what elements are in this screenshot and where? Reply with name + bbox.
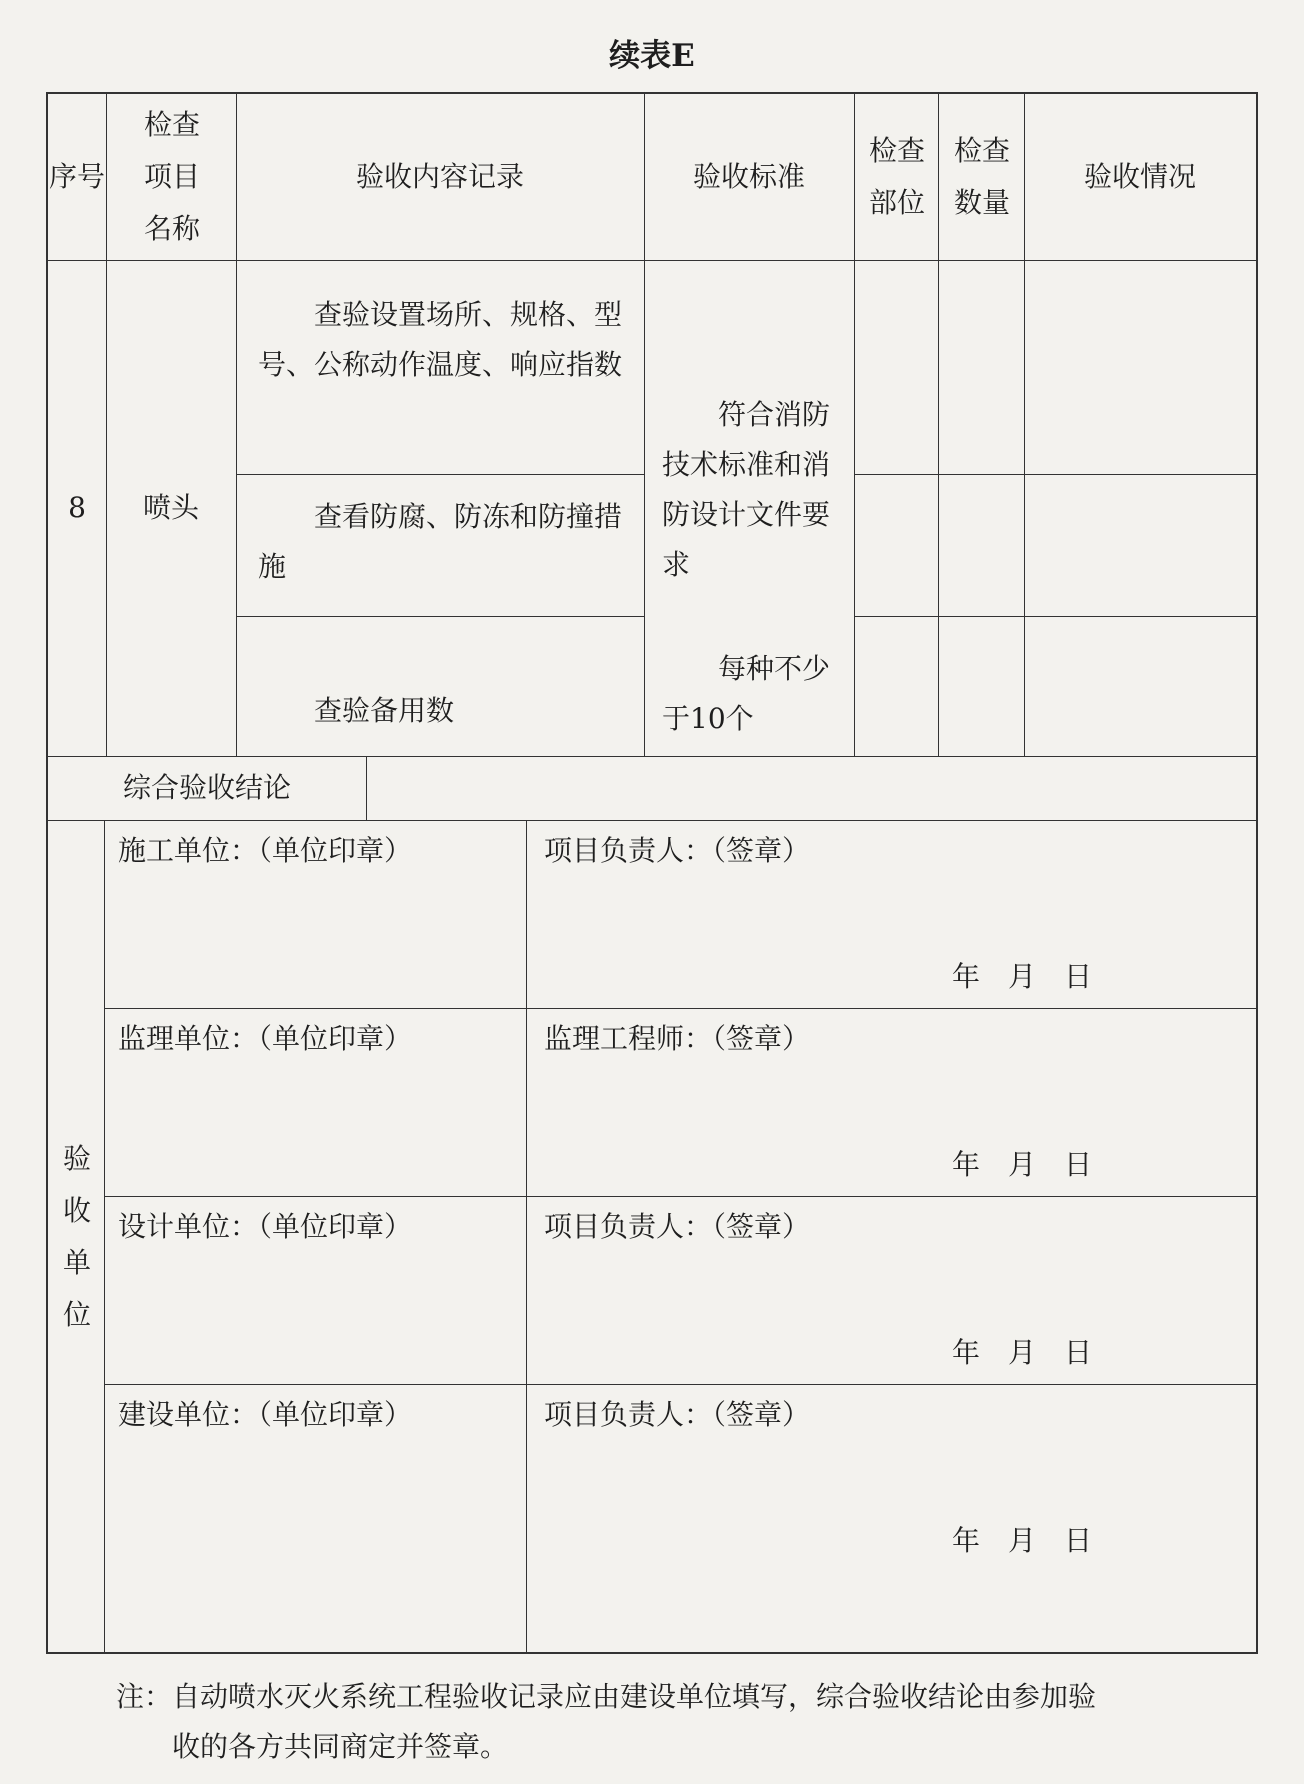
header-content: 验收内容记录 [355,160,524,193]
supervision-unit-label: 监理单位：（单位印章） [118,1022,413,1055]
design-date: 年 月 日 [952,1336,1093,1369]
header-quantity: 检查数量 [953,134,1010,219]
standard-spare: 每种不少于10个 [662,652,831,735]
owner-unit-label: 建设单位：（单位印章） [118,1398,413,1431]
footnote [116,1672,1256,1772]
acceptance-record-table [46,92,1258,1654]
row-item-name: 喷头 [142,491,199,524]
supervision-date: 年 月 日 [952,1148,1093,1181]
header-location: 检查部位 [868,134,925,219]
footnote-line-2: 收的各方共同商定并签章。 [172,1730,509,1763]
header-result: 验收情况 [1083,160,1196,193]
construction-manager-label: 项目负责人：（签章） [544,834,811,867]
content-protection-check: 查看防腐、防冻和防撞措施 [258,500,623,583]
construction-date: 年 月 日 [952,960,1093,993]
standard-main: 符合消防技术标准和消防设计文件要求 [662,398,831,581]
footnote-line-1: 注：自动喷水灭火系统工程验收记录应由建设单位填写，综合验收结论由参加验 [116,1680,1097,1713]
design-manager-label: 项目负责人：（签章） [544,1210,811,1243]
design-unit-label: 设计单位：（单位印章） [118,1210,413,1243]
units-label: 验收单位 [62,1142,91,1331]
row-seq: 8 [68,491,86,524]
owner-date: 年 月 日 [952,1524,1093,1557]
header-seq: 序号 [48,160,105,193]
content-spec-check: 查验设置场所、规格、型号、公称动作温度、响应指数 [258,298,623,381]
owner-manager-label: 项目负责人：（签章） [544,1398,811,1431]
header-item-name: 检查项目名称 [143,108,200,245]
header-standard: 验收标准 [692,160,805,193]
construction-unit-label: 施工单位：（单位印章） [118,834,413,867]
conclusion-label: 综合验收结论 [122,771,291,804]
supervision-engineer-label: 监理工程师：（签章） [544,1022,811,1055]
content-spare-check: 查验备用数 [314,694,455,727]
page-title: 续表E [609,38,695,74]
